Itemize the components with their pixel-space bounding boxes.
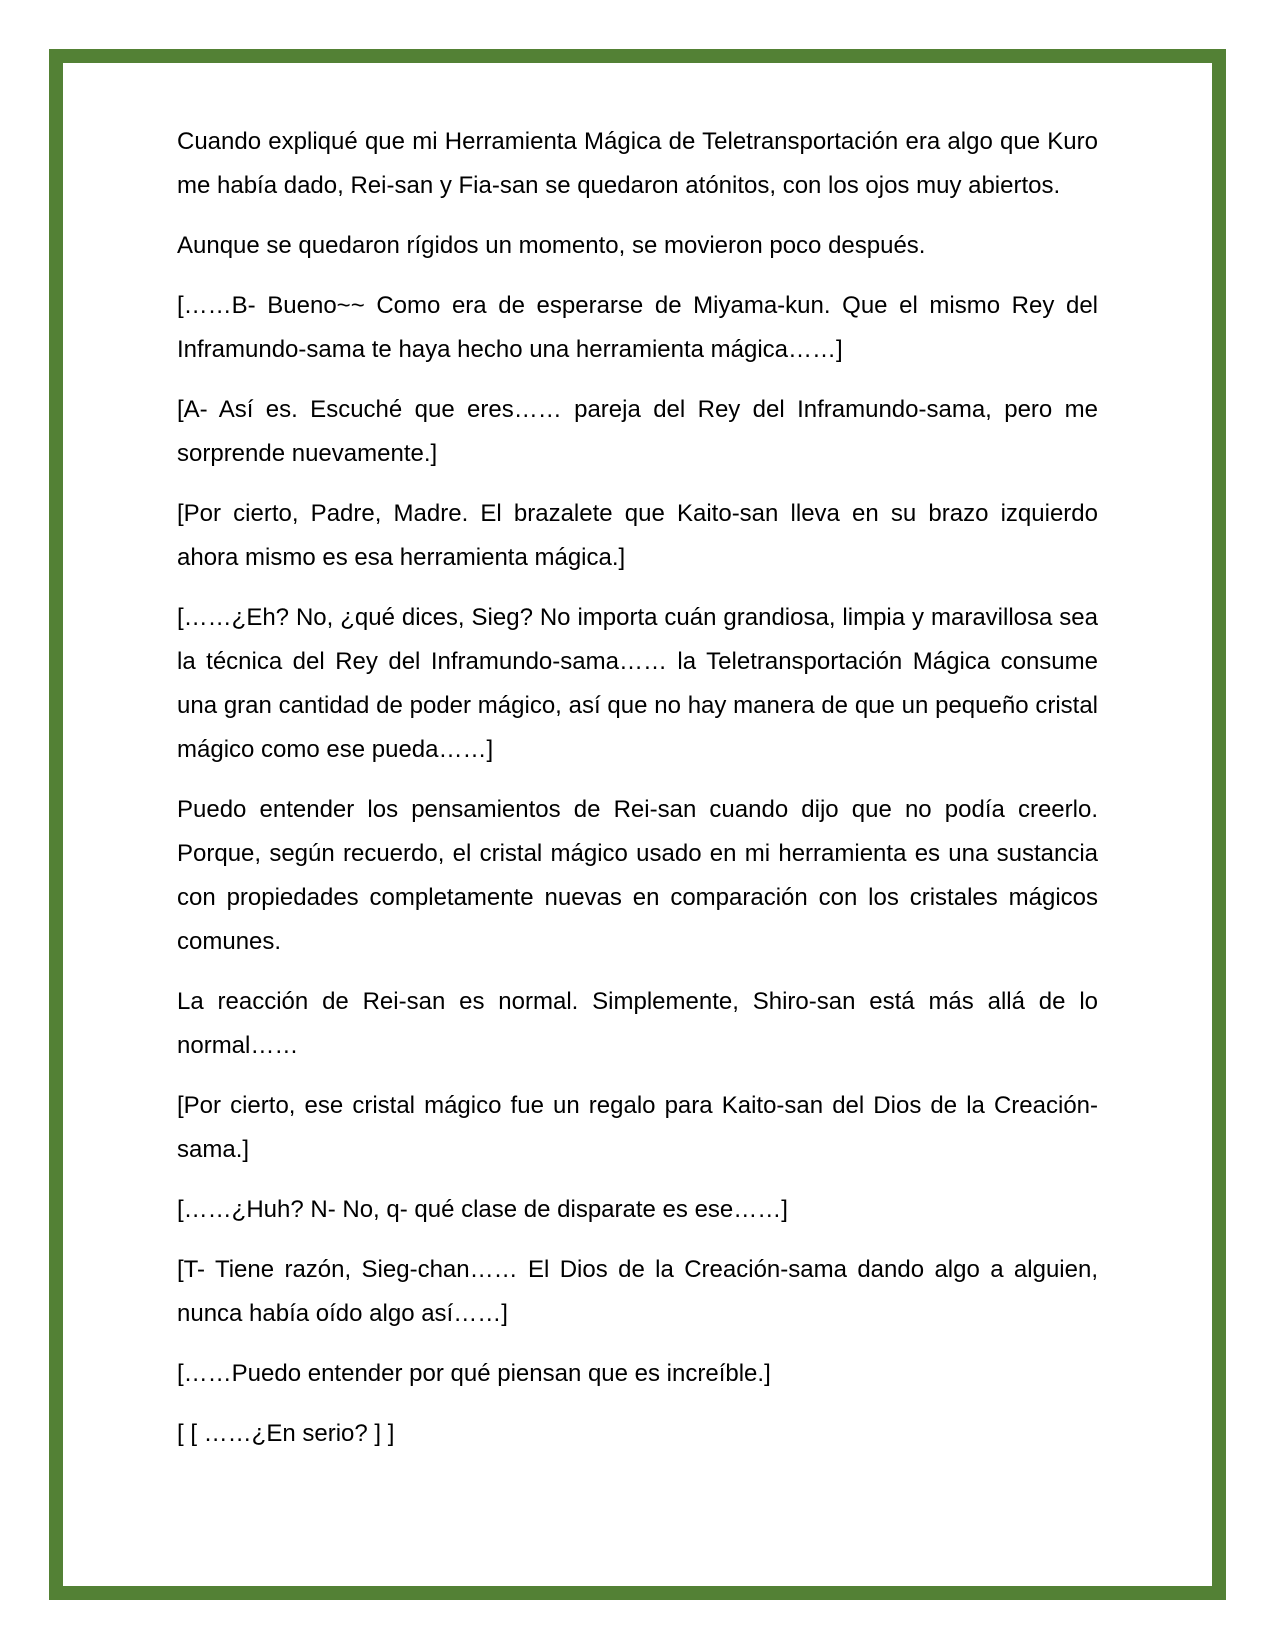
- paragraph: [……Puedo entender por qué piensan que es increíble.]: [177, 1360, 771, 1387]
- paragraph: Puedo entender los pensamientos de Rei-san cuando dijo que no podía creerlo. Porque, según recuerdo, el cristal mágico usado en mi herramienta es una sustancia con propiedades completamente nuevas en comparación con los cristales mágicos comunes.: [177, 796, 1098, 955]
- paragraph: [T- Tiene razón, Sieg-chan…… El Dios de la Creación-sama dando algo a alguien, nunca había oído algo así……]: [177, 1256, 1098, 1327]
- paragraph: [……¿Huh? N- No, q- qué clase de disparate es ese……]: [177, 1196, 788, 1223]
- document-body: [177, 120, 1098, 1472]
- paragraph: [ [ ……¿En serio? ] ]: [177, 1420, 395, 1447]
- paragraph: La reacción de Rei-san es normal. Simplemente, Shiro-san está más allá de lo normal……: [177, 988, 1098, 1059]
- paragraph: [……¿Eh? No, ¿qué dices, Sieg? No importa cuán grandiosa, limpia y maravillosa sea la técnica del Rey del Inframundo-sama…… la Teletransportación Mágica consume una gran cantidad de poder mágico, así que no hay manera de que un pequeño cristal mágico como ese pueda……]: [177, 604, 1098, 763]
- paragraph: Cuando expliqué que mi Herramienta Mágica de Teletransportación era algo que Kuro me había dado, Rei-san y Fia-san se quedaron atónitos, con los ojos muy abiertos.: [177, 128, 1098, 199]
- paragraph: [Por cierto, ese cristal mágico fue un regalo para Kaito-san del Dios de la Creación-sama.]: [177, 1092, 1098, 1163]
- paragraph: [……B- Bueno~~ Como era de esperarse de Miyama-kun. Que el mismo Rey del Inframundo-sama te haya hecho una herramienta mágica……]: [177, 292, 1098, 363]
- paragraph: [A- Así es. Escuché que eres…… pareja del Rey del Inframundo-sama, pero me sorprende nuevamente.]: [177, 396, 1098, 467]
- paragraph: [Por cierto, Padre, Madre. El brazalete que Kaito-san lleva en su brazo izquierdo ahora mismo es esa herramienta mágica.]: [177, 500, 1098, 571]
- paragraph: Aunque se quedaron rígidos un momento, se movieron poco después.: [177, 232, 926, 259]
